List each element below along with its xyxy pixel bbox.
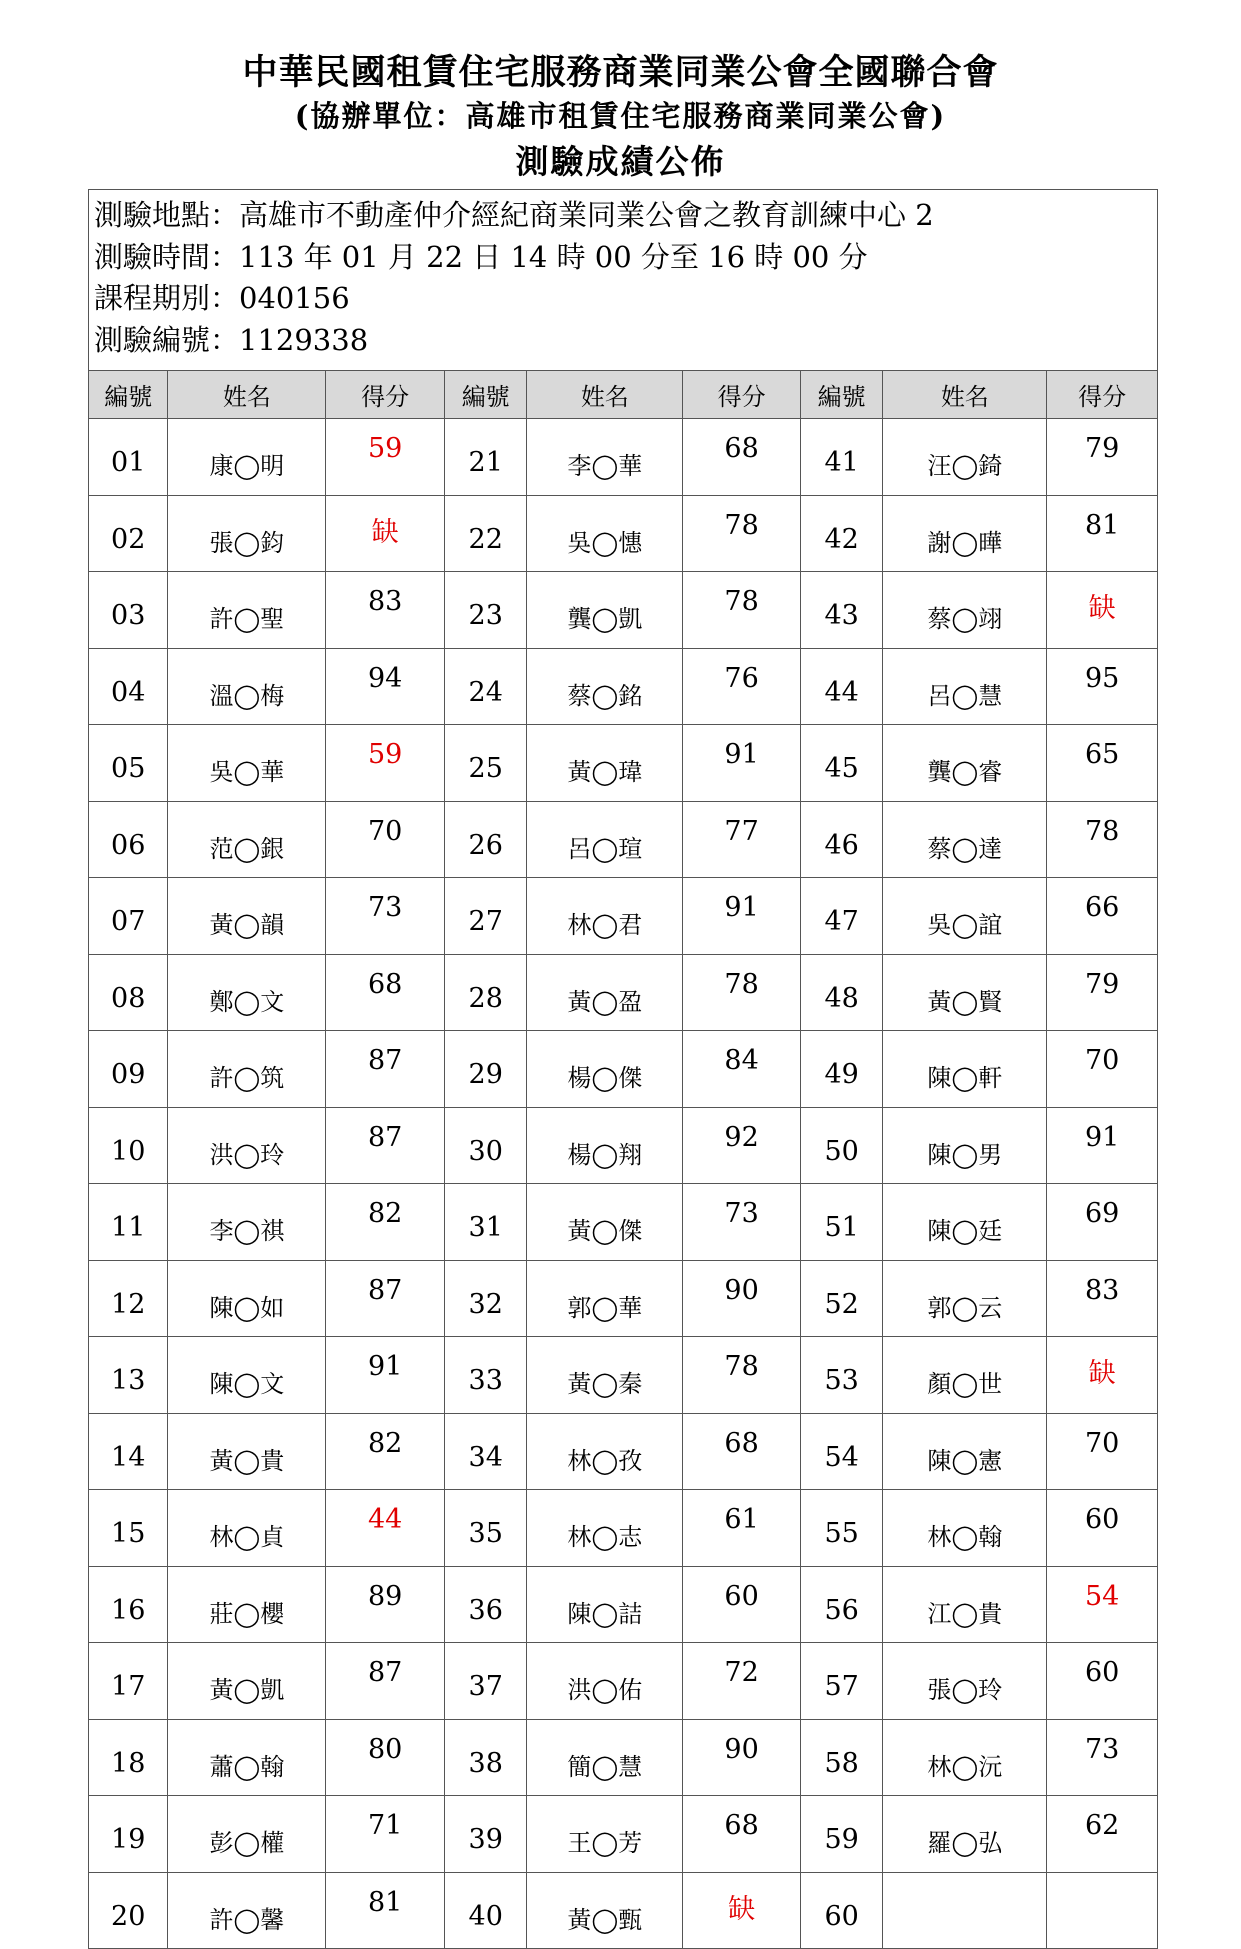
student-score: 83 xyxy=(1047,1260,1158,1337)
table-row xyxy=(89,725,1158,802)
student-score: 81 xyxy=(1047,495,1158,572)
student-name: 陳◯詰 xyxy=(527,1566,683,1643)
student-number: 38 xyxy=(444,1719,526,1796)
student-name: 黃◯瑋 xyxy=(527,725,683,802)
course-period: 課程期別：040156 xyxy=(94,281,350,315)
student-score: 81 xyxy=(326,1872,445,1949)
student-score: 89 xyxy=(326,1566,445,1643)
table-row xyxy=(89,1337,1158,1414)
student-score: 缺 xyxy=(326,495,445,572)
student-score: 68 xyxy=(326,954,445,1031)
student-score: 68 xyxy=(683,1796,801,1873)
student-number: 20 xyxy=(89,1872,168,1949)
student-name: 陳◯文 xyxy=(168,1337,326,1414)
student-number: 13 xyxy=(89,1337,168,1414)
student-name: 黃◯秦 xyxy=(527,1337,683,1414)
student-number: 14 xyxy=(89,1413,168,1490)
student-number: 10 xyxy=(89,1107,168,1184)
header-score: 得分 xyxy=(683,371,801,419)
student-name: 范◯銀 xyxy=(168,801,326,878)
student-score: 69 xyxy=(1047,1184,1158,1261)
student-name: 張◯玲 xyxy=(883,1643,1047,1720)
header-score: 得分 xyxy=(1047,371,1158,419)
student-score: 79 xyxy=(1047,954,1158,1031)
student-number: 56 xyxy=(800,1566,882,1643)
student-number: 53 xyxy=(800,1337,882,1414)
student-name: 林◯君 xyxy=(527,878,683,955)
header-name: 姓名 xyxy=(527,371,683,419)
student-score: 缺 xyxy=(1047,1337,1158,1414)
table-row xyxy=(89,1260,1158,1337)
exam-time: 測驗時間：113 年 01 月 22 日 14 時 00 分至 16 時 00 分 xyxy=(94,239,868,274)
student-name: 簡◯慧 xyxy=(527,1719,683,1796)
student-name: 楊◯翔 xyxy=(527,1107,683,1184)
student-name: 陳◯憲 xyxy=(883,1413,1047,1490)
table-row xyxy=(89,954,1158,1031)
student-score: 缺 xyxy=(1047,572,1158,649)
student-number: 47 xyxy=(800,878,882,955)
student-score: 87 xyxy=(326,1031,445,1108)
student-score: 70 xyxy=(1047,1031,1158,1108)
student-name: 呂◯慧 xyxy=(883,648,1047,725)
student-score: 80 xyxy=(326,1719,445,1796)
student-score: 73 xyxy=(683,1184,801,1261)
student-score: 90 xyxy=(683,1260,801,1337)
student-number: 54 xyxy=(800,1413,882,1490)
student-number: 31 xyxy=(444,1184,526,1261)
student-name: 黃◯賢 xyxy=(883,954,1047,1031)
document-title: 中華民國租賃住宅服務商業同業公會全國聯合會 xyxy=(242,52,999,93)
student-score: 91 xyxy=(1047,1107,1158,1184)
student-name: 張◯鈞 xyxy=(168,495,326,572)
student-number: 49 xyxy=(800,1031,882,1108)
student-name: 吳◯誼 xyxy=(883,878,1047,955)
student-name: 陳◯男 xyxy=(883,1107,1047,1184)
student-name: 呂◯瑄 xyxy=(527,801,683,878)
student-number: 52 xyxy=(800,1260,882,1337)
document-heading: 測驗成績公佈 xyxy=(515,142,726,181)
exam-location: 測驗地點：高雄市不動產仲介經紀商業同業公會之教育訓練中心 2 xyxy=(94,198,934,232)
student-score: 78 xyxy=(683,495,801,572)
student-score: 91 xyxy=(683,878,801,955)
student-name: 汪◯錡 xyxy=(883,419,1047,496)
student-score: 87 xyxy=(326,1260,445,1337)
student-score: 73 xyxy=(1047,1719,1158,1796)
table-row xyxy=(89,1643,1158,1720)
student-score: 92 xyxy=(683,1107,801,1184)
student-name: 黃◯貴 xyxy=(168,1413,326,1490)
table-row xyxy=(89,1031,1158,1108)
table-row xyxy=(89,1107,1158,1184)
student-name: 李◯華 xyxy=(527,419,683,496)
student-score: 83 xyxy=(326,572,445,649)
student-score: 缺 xyxy=(683,1872,801,1949)
student-number: 42 xyxy=(800,495,882,572)
student-name: 許◯筑 xyxy=(168,1031,326,1108)
student-number: 24 xyxy=(444,648,526,725)
student-number: 11 xyxy=(89,1184,168,1261)
header-no: 編號 xyxy=(89,371,168,419)
student-number: 34 xyxy=(444,1413,526,1490)
student-number: 48 xyxy=(800,954,882,1031)
student-number: 37 xyxy=(444,1643,526,1720)
student-score: 76 xyxy=(683,648,801,725)
student-number: 02 xyxy=(89,495,168,572)
student-name: 蔡◯達 xyxy=(883,801,1047,878)
student-name: 黃◯凱 xyxy=(168,1643,326,1720)
student-score: 60 xyxy=(1047,1643,1158,1720)
student-score: 87 xyxy=(326,1107,445,1184)
student-name: 莊◯櫻 xyxy=(168,1566,326,1643)
student-number: 17 xyxy=(89,1643,168,1720)
student-score: 91 xyxy=(683,725,801,802)
student-number: 39 xyxy=(444,1796,526,1873)
student-number: 57 xyxy=(800,1643,882,1720)
student-name: 林◯沅 xyxy=(883,1719,1047,1796)
student-name: 林◯翰 xyxy=(883,1490,1047,1567)
student-score: 62 xyxy=(1047,1796,1158,1873)
header-no: 編號 xyxy=(800,371,882,419)
student-name: 吳◯華 xyxy=(168,725,326,802)
student-number: 58 xyxy=(800,1719,882,1796)
student-name: 謝◯曄 xyxy=(883,495,1047,572)
student-number: 60 xyxy=(800,1872,882,1949)
student-number: 22 xyxy=(444,495,526,572)
student-name: 許◯馨 xyxy=(168,1872,326,1949)
student-number: 25 xyxy=(444,725,526,802)
header-score: 得分 xyxy=(326,371,445,419)
student-name: 郭◯華 xyxy=(527,1260,683,1337)
table-row xyxy=(89,1566,1158,1643)
student-number: 59 xyxy=(800,1796,882,1873)
student-score: 84 xyxy=(683,1031,801,1108)
table-row xyxy=(89,1184,1158,1261)
student-name: 羅◯弘 xyxy=(883,1796,1047,1873)
header-name: 姓名 xyxy=(883,371,1047,419)
student-score: 70 xyxy=(1047,1413,1158,1490)
table-row xyxy=(89,1872,1158,1949)
student-number: 04 xyxy=(89,648,168,725)
student-name: 顏◯世 xyxy=(883,1337,1047,1414)
header-name: 姓名 xyxy=(168,371,326,419)
table-row xyxy=(89,572,1158,649)
student-score: 60 xyxy=(683,1566,801,1643)
student-score: 82 xyxy=(326,1413,445,1490)
table-row xyxy=(89,801,1158,878)
student-score: 54 xyxy=(1047,1566,1158,1643)
student-name: 楊◯傑 xyxy=(527,1031,683,1108)
student-name: 洪◯玲 xyxy=(168,1107,326,1184)
table-row xyxy=(89,419,1158,496)
table-row xyxy=(89,1490,1158,1567)
student-number: 15 xyxy=(89,1490,168,1567)
student-number: 18 xyxy=(89,1719,168,1796)
student-score: 78 xyxy=(1047,801,1158,878)
student-score: 82 xyxy=(326,1184,445,1261)
student-score: 73 xyxy=(326,878,445,955)
student-score: 94 xyxy=(326,648,445,725)
student-name: 黃◯盈 xyxy=(527,954,683,1031)
student-number: 46 xyxy=(800,801,882,878)
table-row xyxy=(89,878,1158,955)
student-number: 12 xyxy=(89,1260,168,1337)
student-score: 79 xyxy=(1047,419,1158,496)
student-number: 07 xyxy=(89,878,168,955)
student-name: 溫◯梅 xyxy=(168,648,326,725)
student-name: 王◯芳 xyxy=(527,1796,683,1873)
student-score: 72 xyxy=(683,1643,801,1720)
exam-number: 測驗編號：1129338 xyxy=(94,322,369,357)
document-subtitle: (協辦單位：高雄市租賃住宅服務商業同業公會) xyxy=(294,99,947,133)
table-row xyxy=(89,1719,1158,1796)
table-row xyxy=(89,648,1158,725)
student-name: 陳◯軒 xyxy=(883,1031,1047,1108)
student-name: 許◯聖 xyxy=(168,572,326,649)
student-name: 林◯孜 xyxy=(527,1413,683,1490)
student-name: 龔◯睿 xyxy=(883,725,1047,802)
student-name xyxy=(883,1872,1047,1949)
student-number: 43 xyxy=(800,572,882,649)
student-name: 李◯祺 xyxy=(168,1184,326,1261)
student-score: 66 xyxy=(1047,878,1158,955)
student-number: 05 xyxy=(89,725,168,802)
student-number: 35 xyxy=(444,1490,526,1567)
student-name: 陳◯廷 xyxy=(883,1184,1047,1261)
student-name: 蔡◯銘 xyxy=(527,648,683,725)
student-score: 71 xyxy=(326,1796,445,1873)
student-score: 70 xyxy=(326,801,445,878)
document-header xyxy=(0,50,1241,188)
student-number: 33 xyxy=(444,1337,526,1414)
student-number: 27 xyxy=(444,878,526,955)
student-name: 黃◯韻 xyxy=(168,878,326,955)
student-number: 40 xyxy=(444,1872,526,1949)
student-number: 36 xyxy=(444,1566,526,1643)
student-score: 87 xyxy=(326,1643,445,1720)
student-score: 77 xyxy=(683,801,801,878)
header-no: 編號 xyxy=(444,371,526,419)
table-row xyxy=(89,1413,1158,1490)
student-number: 19 xyxy=(89,1796,168,1873)
student-name: 洪◯佑 xyxy=(527,1643,683,1720)
student-number: 06 xyxy=(89,801,168,878)
student-number: 30 xyxy=(444,1107,526,1184)
student-number: 32 xyxy=(444,1260,526,1337)
exam-info-box xyxy=(88,189,1158,370)
student-number: 45 xyxy=(800,725,882,802)
student-number: 55 xyxy=(800,1490,882,1567)
student-name: 林◯志 xyxy=(527,1490,683,1567)
student-number: 50 xyxy=(800,1107,882,1184)
student-number: 44 xyxy=(800,648,882,725)
student-number: 26 xyxy=(444,801,526,878)
student-number: 01 xyxy=(89,419,168,496)
student-score: 60 xyxy=(1047,1490,1158,1567)
student-name: 黃◯傑 xyxy=(527,1184,683,1261)
student-number: 28 xyxy=(444,954,526,1031)
student-score: 91 xyxy=(326,1337,445,1414)
student-number: 09 xyxy=(89,1031,168,1108)
student-number: 21 xyxy=(444,419,526,496)
student-score: 68 xyxy=(683,419,801,496)
student-number: 41 xyxy=(800,419,882,496)
student-name: 黃◯甄 xyxy=(527,1872,683,1949)
student-score: 59 xyxy=(326,419,445,496)
student-name: 蕭◯翰 xyxy=(168,1719,326,1796)
student-number: 23 xyxy=(444,572,526,649)
student-number: 29 xyxy=(444,1031,526,1108)
table-row xyxy=(89,495,1158,572)
table-row xyxy=(89,1796,1158,1873)
student-score: 61 xyxy=(683,1490,801,1567)
student-number: 16 xyxy=(89,1566,168,1643)
student-name: 康◯明 xyxy=(168,419,326,496)
student-score: 68 xyxy=(683,1413,801,1490)
student-score: 65 xyxy=(1047,725,1158,802)
student-score: 44 xyxy=(326,1490,445,1567)
student-name: 龔◯凱 xyxy=(527,572,683,649)
student-score xyxy=(1047,1872,1158,1949)
student-name: 郭◯云 xyxy=(883,1260,1047,1337)
student-score: 78 xyxy=(683,1337,801,1414)
student-score: 95 xyxy=(1047,648,1158,725)
student-score: 90 xyxy=(683,1719,801,1796)
student-name: 吳◯憓 xyxy=(527,495,683,572)
student-name: 鄭◯文 xyxy=(168,954,326,1031)
student-score: 78 xyxy=(683,954,801,1031)
student-number: 03 xyxy=(89,572,168,649)
student-name: 彭◯權 xyxy=(168,1796,326,1873)
student-name: 蔡◯翊 xyxy=(883,572,1047,649)
score-table xyxy=(88,370,1158,1949)
student-name: 林◯貞 xyxy=(168,1490,326,1567)
student-name: 陳◯如 xyxy=(168,1260,326,1337)
student-number: 51 xyxy=(800,1184,882,1261)
student-name: 江◯貴 xyxy=(883,1566,1047,1643)
student-number: 08 xyxy=(89,954,168,1031)
student-score: 78 xyxy=(683,572,801,649)
table-header-row xyxy=(89,371,1158,419)
student-score: 59 xyxy=(326,725,445,802)
